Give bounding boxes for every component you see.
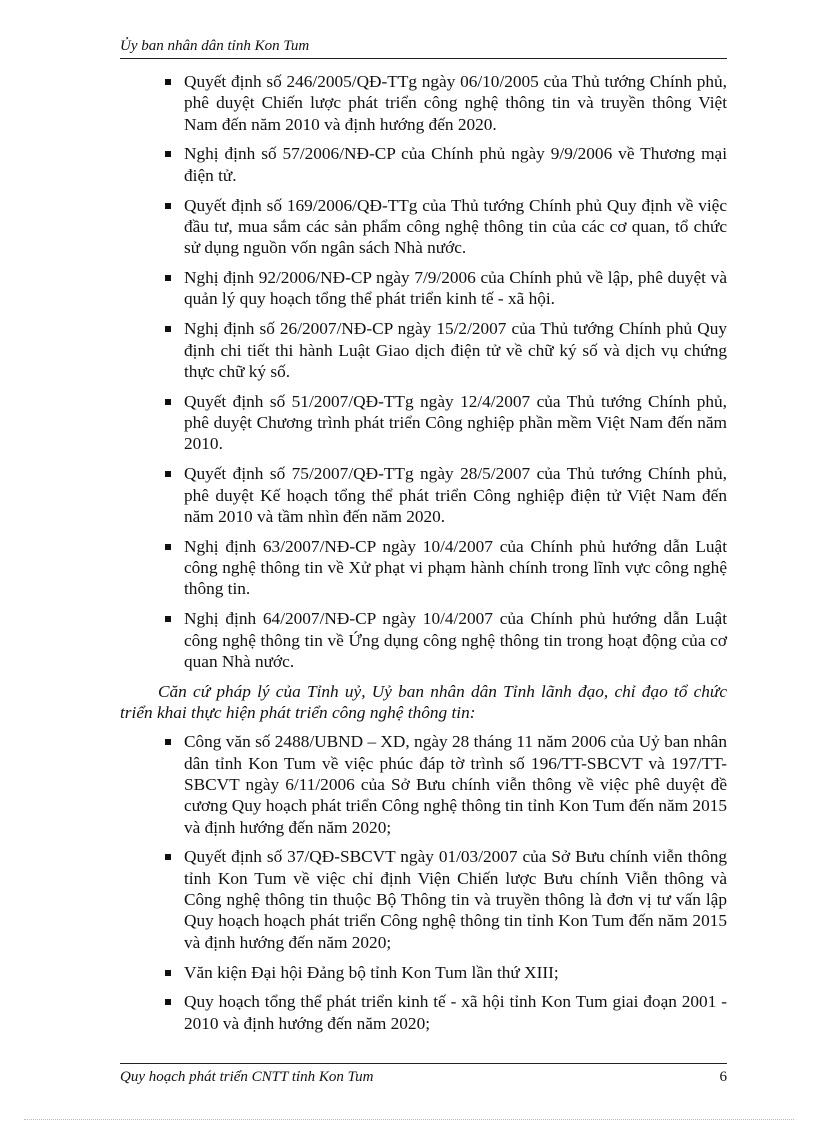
list-item xyxy=(120,608,727,672)
square-bullet-icon xyxy=(165,999,171,1005)
page-header: Ủy ban nhân dân tỉnh Kon Tum xyxy=(120,38,310,54)
list-item-text: Quyết định số 169/2006/QĐ-TTg của Thủ tướng Chính phủ Quy định về việc đầu tư, mua sắm các sản phẩm công nghệ thông tin của các cơ quan, tổ chức sử dụng nguồn vốn ngân sách Nhà nước. xyxy=(184,195,727,258)
list-item xyxy=(120,391,727,455)
list-item xyxy=(120,536,727,600)
page-number: 6 xyxy=(719,1069,727,1085)
intro-paragraph: Căn cứ pháp lý của Tỉnh uỷ, Uỷ ban nhân dân Tỉnh lãnh đạo, chỉ đạo tổ chức triển khai thực hiện phát triển công nghệ thông tin: xyxy=(120,681,727,723)
page-footer xyxy=(120,1069,727,1086)
square-bullet-icon xyxy=(165,471,171,477)
list-item xyxy=(120,143,727,186)
square-bullet-icon xyxy=(165,544,171,550)
list-item-text: Quyết định số 37/QĐ-SBCVT ngày 01/03/2007 của Sở Bưu chính viễn thông tỉnh Kon Tum về việc chỉ định Viện Chiến lược Bưu chính Viễn thông và Công nghệ thông tin thuộc Bộ Thông tin và truyền thông là đơn vị tư vấn lập Quy hoạch hoạch phát triển Công nghệ thông tin tỉnh Kon Tum đến năm 2015 và định hướng đến năm 2020; xyxy=(184,847,727,952)
footer-title: Quy hoạch phát triển CNTT tỉnh Kon Tum xyxy=(120,1069,374,1085)
page-edge-dotted-line xyxy=(24,1119,794,1120)
list-item-text: Quy hoạch tổng thể phát triển kinh tế - xã hội tỉnh Kon Tum giai đoạn 2001 - 2010 và định hướng đến năm 2020; xyxy=(184,992,727,1033)
list-item-text: Quyết định số 246/2005/QĐ-TTg ngày 06/10/2005 của Thủ tướng Chính phủ, phê duyệt Chiến lược phát triển công nghệ thông tin và truyền thông Việt Nam đến năm 2010 và định hướng đến 2020. xyxy=(184,72,727,134)
square-bullet-icon xyxy=(165,151,171,157)
square-bullet-icon xyxy=(165,326,171,332)
page-content xyxy=(120,71,727,1043)
list-item-text: Nghị định 92/2006/NĐ-CP ngày 7/9/2006 của Chính phủ về lập, phê duyệt và quản lý quy hoạch tổng thể phát triển kinh tế - xã hội. xyxy=(184,268,727,309)
legal-basis-list xyxy=(120,71,727,672)
square-bullet-icon xyxy=(165,203,171,209)
list-item xyxy=(120,991,727,1034)
square-bullet-icon xyxy=(165,79,171,85)
square-bullet-icon xyxy=(165,739,171,745)
list-item-text: Nghị định số 57/2006/NĐ-CP của Chính phủ ngày 9/9/2006 về Thương mại điện tử. xyxy=(184,144,727,185)
list-item xyxy=(120,463,727,527)
list-item xyxy=(120,267,727,310)
square-bullet-icon xyxy=(165,854,171,860)
square-bullet-icon xyxy=(165,970,171,976)
list-item-text: Nghị định 63/2007/NĐ-CP ngày 10/4/2007 của Chính phủ hướng dẫn Luật công nghệ thông tin về Xử phạt vi phạm hành chính trong lĩnh vực công nghệ thông tin. xyxy=(184,536,727,599)
list-item xyxy=(120,846,727,952)
list-item-text: Công văn số 2488/UBND – XD, ngày 28 tháng 11 năm 2006 của Uỷ ban nhân dân tỉnh Kon Tum về việc phúc đáp tờ trình số 196/TT-SBCVT và 197/TT-SBCVT ngày 6/11/2006 của Sở Bưu chính viễn thông về việc phê duyệt đề cương Quy hoạch phát triển Công nghệ thông tin tỉnh Kon Tum đến năm 2015 và định hướng đến năm 2020; xyxy=(184,732,727,837)
list-item xyxy=(120,962,727,983)
provincial-basis-list xyxy=(120,731,727,1034)
list-item xyxy=(120,731,727,837)
square-bullet-icon xyxy=(165,275,171,281)
list-item-text: Quyết định số 75/2007/QĐ-TTg ngày 28/5/2007 của Thủ tướng Chính phủ, phê duyệt Kế hoạch tổng thể phát triển Công nghiệp điện tử Việt Nam đến năm 2010 và tầm nhìn đến năm 2020. xyxy=(184,464,727,526)
list-item xyxy=(120,71,727,135)
square-bullet-icon xyxy=(165,399,171,405)
list-item xyxy=(120,318,727,382)
list-item xyxy=(120,195,727,259)
square-bullet-icon xyxy=(165,616,171,622)
list-item-text: Nghị định 64/2007/NĐ-CP ngày 10/4/2007 của Chính phủ hướng dẫn Luật công nghệ thông tin về Ứng dụng công nghệ thông tin trong hoạt động của cơ quan Nhà nước. xyxy=(184,609,727,671)
list-item-text: Quyết định số 51/2007/QĐ-TTg ngày 12/4/2007 của Thủ tướng Chính phủ, phê duyệt Chương trình phát triển Công nghiệp phần mềm Việt Nam đến năm 2010. xyxy=(184,391,727,454)
footer-rule xyxy=(120,1063,727,1064)
list-item-text: Văn kiện Đại hội Đảng bộ tỉnh Kon Tum lần thứ XIII; xyxy=(184,962,559,982)
list-item-text: Nghị định số 26/2007/NĐ-CP ngày 15/2/2007 của Thủ tướng Chính phủ Quy định chi tiết thi hành Luật Giao dịch điện tử về chữ ký số và dịch vụ chứng thực chữ ký số. xyxy=(184,319,727,381)
header-rule xyxy=(120,58,727,59)
